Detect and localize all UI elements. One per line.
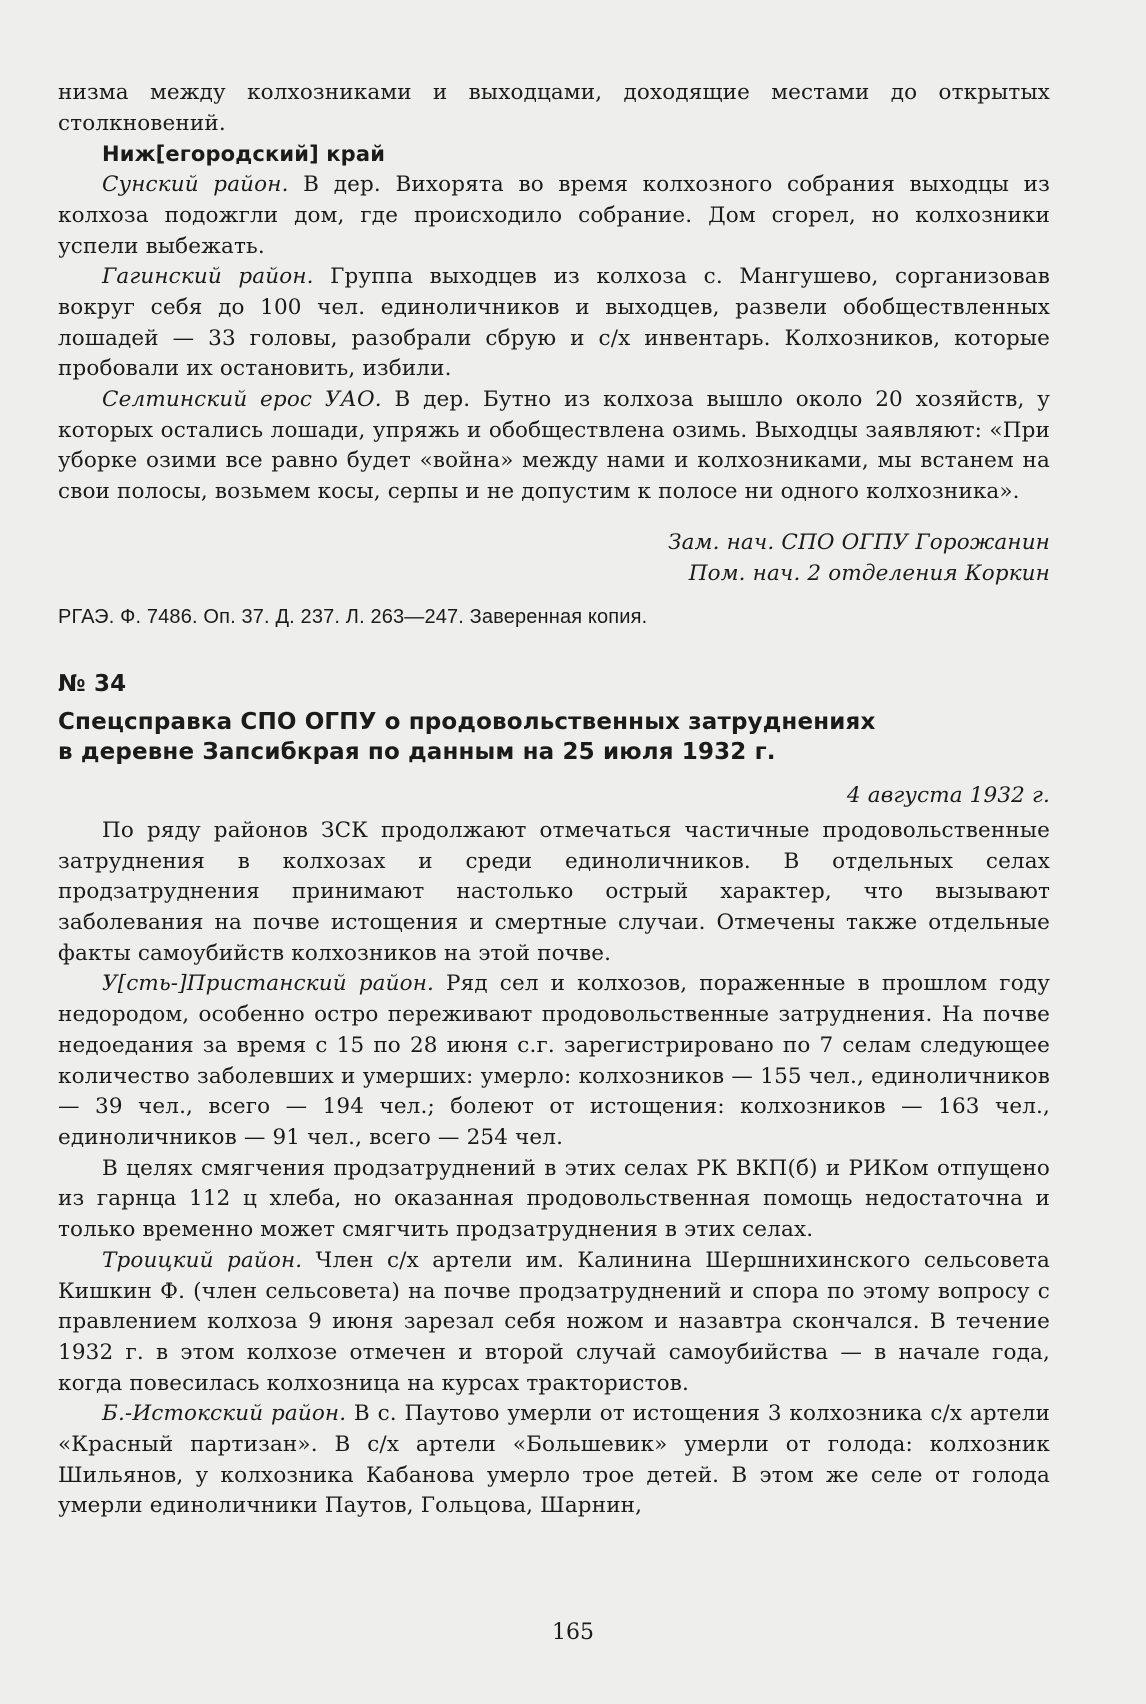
- place-name: Б.-Истокский район.: [102, 1401, 347, 1427]
- place-name: Сунский район.: [102, 172, 289, 198]
- archive-source: РГАЭ. Ф. 7486. Оп. 37. Д. 237. Л. 263—247. Заверенная копия.: [58, 606, 648, 629]
- item-text: Член с/х артели им. Калинина Шершнихинского сельсовета Кишкин Ф. (член сельсовета) на почве продзатруднений и спора по этому вопросу с правлением колхоза 9 июня зарезал себя ножом и назавтра скончался. В течение 1932 г. в этом колхозе отмечен и второй случай самоубийства — в начале года, когда повесилась колхозница на курсах трактористов.: [58, 1247, 1050, 1396]
- document-date: 4 августа 1932 г.: [846, 783, 1050, 809]
- report-item-3: [58, 385, 1050, 508]
- place-name: У[сть-]Пристанский район.: [102, 971, 435, 997]
- page-number: 165: [552, 1620, 594, 1645]
- signature-1: Зам. нач. СПО ОГПУ Горожанин: [668, 529, 1050, 555]
- document-title-line-2: в деревне Запсибкрая по данным на 25 июля 1932 г.: [58, 739, 776, 766]
- document-title: [58, 707, 1050, 767]
- paragraph-continuation: низма между колхозниками и выходцами, доходящие местами до открытых столкновений.: [58, 80, 1050, 136]
- place-name: Гагинский район.: [102, 264, 314, 290]
- report-item-1: [58, 170, 1050, 262]
- document-item-2: [58, 1154, 1050, 1246]
- document-item-4: [58, 1399, 1050, 1522]
- item-text: Группа выходцев из колхоза с. Мангушево, сорганизовав вокруг себя до 100 чел. единоличников и выходцев, развели обобществленных лошадей — 33 головы, разобрали сбрую и с/х инвентарь. Колхозников, которые пробовали их остановить, избили.: [58, 264, 1051, 382]
- document-item-3: [58, 1246, 1050, 1400]
- item-text: В дер. Вихорята во время колхозного собрания выходцы из колхоза подожгли дом, где происходило собрание. Дом сгорел, но колхозники успели выбежать.: [58, 172, 1051, 259]
- item-text: В дер. Бутно из колхоза вышло около 20 хозяйств, у которых остались лошади, упряжь и обобществлена озимь. Выходцы заявляют: «При уборке озими все равно будет «война» между нами и колхозниками, мы встанем на свои полосы, возьмем косы, серпы и не допустим к полосе ни одного колхозника».: [58, 387, 1050, 505]
- document-number: № 34: [58, 671, 127, 698]
- place-name: Троицкий район.: [102, 1247, 303, 1273]
- region-heading: Ниж[егородский] край: [102, 142, 386, 167]
- signature-2: Пом. нач. 2 отделения Коркин: [688, 560, 1050, 586]
- document-title-line-1: Спецсправка СПО ОГПУ о продовольственных затруднениях: [58, 709, 876, 736]
- item-text: В целях смягчения продзатруднений в этих селах РК ВКП(б) и РИКом отпущено из гарнца 112 ц хлеба, но оказанная продовольственная помощь недостаточна и только временно может смягчить продзатруднения в этих селах.: [58, 1155, 1050, 1243]
- item-text: Ряд сел и колхозов, пораженные в прошлом году недородом, особенно остро переживают продовольственные затруднения. На почве недоедания за время с 15 по 28 июня с.г. зарегистрировано по 7 селам следующее количество заболевших и умерших: умерло: колхозников — 155 чел., единоличников — 39 чел., всего — 194 чел.; болеют от истощения: колхозников — 163 чел., единоличников — 91 чел., всего — 254 чел.: [58, 971, 1050, 1150]
- document-intro: По ряду районов ЗСК продолжают отмечаться частичные продовольственные затруднения в колхозах и среди единоличников. В отдельных селах продзатруднения принимают настолько острый характер, что вызывают заболевания на почве истощения и смертные случаи. Отмечены также отдельные факты самоубийств колхозников на этой почве.: [58, 817, 1050, 966]
- place-name: Селтинский ерос УАО.: [102, 387, 382, 413]
- page-text: [58, 78, 1050, 1522]
- report-item-2: [58, 262, 1050, 385]
- item-text: В с. Паутово умерли от истощения 3 колхозника с/х артели «Красный партизан». В с/х артели «Большевик» умерли от голода: колхозник Шильянов, у колхозника Кабанова умерло трое детей. В этом же селе от голода умерли единоличники Паутов, Гольцова, Шарнин,: [58, 1401, 1050, 1519]
- document-item-1: [58, 969, 1050, 1153]
